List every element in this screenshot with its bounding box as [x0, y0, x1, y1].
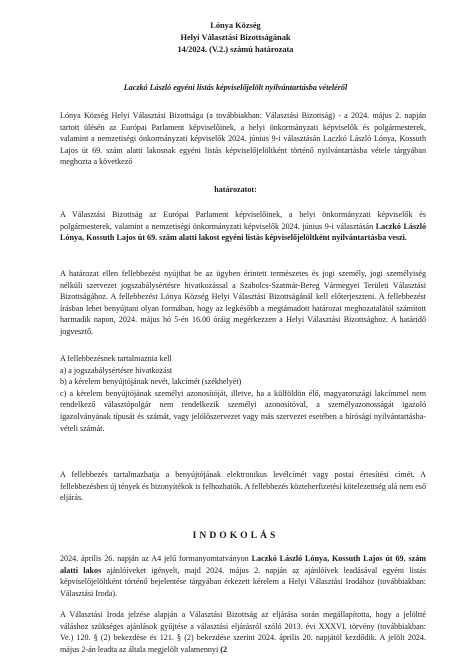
- appeal-contents-item-b: b) a kérelem benyújtójának nevét, lakcímét (székhelyét): [60, 377, 242, 387]
- justification-paragraph-2: [60, 609, 426, 655]
- decision-text: A Választási Bizottság az Európai Parlament képviselőinek, a helyi önkormányzati képviselők és polgármesterek, valamint a nemzetiségi önkormányzati képviselők 2024. június 9-i választásán: [60, 210, 426, 231]
- justification-title: INDOKOLÁS: [192, 530, 279, 541]
- header-municipality: Lónya Község: [210, 21, 261, 30]
- document-header: [0, 20, 471, 56]
- appeal-contents-intro: A fellebbezésnek tartalmaznia kell: [60, 354, 172, 363]
- justification-2-text: A Választási Iroda jelzése alapján a Választási Bizottság az eljárása során megállapította, hogy a jelöltté váláshoz szükséges ajánlások gyűjtése a választási eljárásról szóló 2013. évi XXXVI. törvény (továbbiakban: Ve.) 120. § (2) bekezdése és 121. § (2) bekezdése szerint 2024. április 20. napjától kezdődik. A jelölt 2024. május 2-án leadta az általa megjelölt valamennyi: [60, 610, 426, 654]
- appeal-contents-item-c: c) a kérelem benyújtójának személyi azonosítóját, illetve, ha a külföldön élő, magyarországi lakcímmel nem rendelkező választópolgár nem rendelkezik személyi azonosítóval, a személyazonosságát igazoló igazolványának típusát és számát, vagy jelölőszervezet vagy más szervezet esetében a bírósági nyilvántartásba-vételi számát.: [60, 388, 426, 433]
- justification-1-bold: Laczkó László Lónya, Kossuth Lajos út 69. szám alatti lakos: [60, 554, 427, 575]
- justification-paragraph-1: [60, 553, 426, 599]
- resolution-title: határozatot:: [214, 185, 257, 194]
- appeal-paragraph: A határozat ellen fellebbezést nyújthat be az ügyben érintett természetes és jogi személy, jogi személyiség nélküli szervezet jogszabálysértésre hivatkozással a Szabolcs-Szatmár-Bereg Vármegyei Területi Választási Bizottságához. A fellebbezést Lónya Község Helyi Választási Bizottságánál kell előterjeszteni. A fellebbezést írásban lehet benyújtani olyan formában, hogy az legkésőbb a megtámadott határozat meghozatalától számított harmadik napon, 2024. május hó 5-én 16.00 óráig megérkezzen a Helyi Választási Bizottsághoz. A határidő jogvesztő.: [60, 269, 426, 336]
- decision-bold-text: Laczkó László Lónya, Kossuth Lajos út 69. szám alatti lakost egyéni listás képviselőjelöltként nyilvántartásba veszi.: [60, 221, 427, 243]
- appeal-contents-item-a: a) a jogszabálysértésre hivatkozást: [60, 365, 173, 375]
- justification-1-text-b: ajánlóíveket igényelt, majd 2024. május 2. napján az ajánlóívek leadásával egyéni listás képviselőjelöltként történő bejelentése tárgyában érkezett kérelem a Helyi Választási Irodához (továbbiakban: Választási Iroda).: [60, 565, 426, 598]
- intro-paragraph: Lónya Község Helyi Választási Bizottsága (a továbbiakban: Választási Bizottság) - a 2024. május 2. napján tartott ülésén az Európai Parlament képviselőinek, a helyi önkormányzati képviselők és polgármesterek, valamint a nemzetiségi önkormányzati képviselők 2024. június 9-i választásán Laczkó László Lónya, Kossuth Lajos út 69. szám alatti lakosnak egyéni listás képviselőjelöltként történő nyilvántartásba vétele tárgyában meghozta a következő: [60, 111, 426, 167]
- justification-2-bold: (2: [220, 644, 227, 654]
- appeal-contents: [60, 353, 426, 434]
- header-committee: Helyi Választási Bizottságának: [180, 33, 291, 42]
- decision-paragraph: [60, 209, 426, 244]
- electronic-paragraph: A fellebbezés tartalmazhatja a benyújtójának elektronikus levélcímét vagy postai értesítési címét. A fellebbezésben új tények és bizonyítékok is felhozhatók. A fellebbezés közteherfizetési kötelezettség alá nem eső eljárás.: [60, 470, 426, 503]
- document-subject: Laczkó László egyéni listás képviselőjelölt nyilvántartásba vételéről: [123, 83, 348, 92]
- justification-1-text-a: 2024. április 26. napján az A4 jelű formanyomtatványon: [60, 554, 252, 563]
- header-resolution-number: 14/2024. (V.2.) számú határozata: [177, 45, 294, 54]
